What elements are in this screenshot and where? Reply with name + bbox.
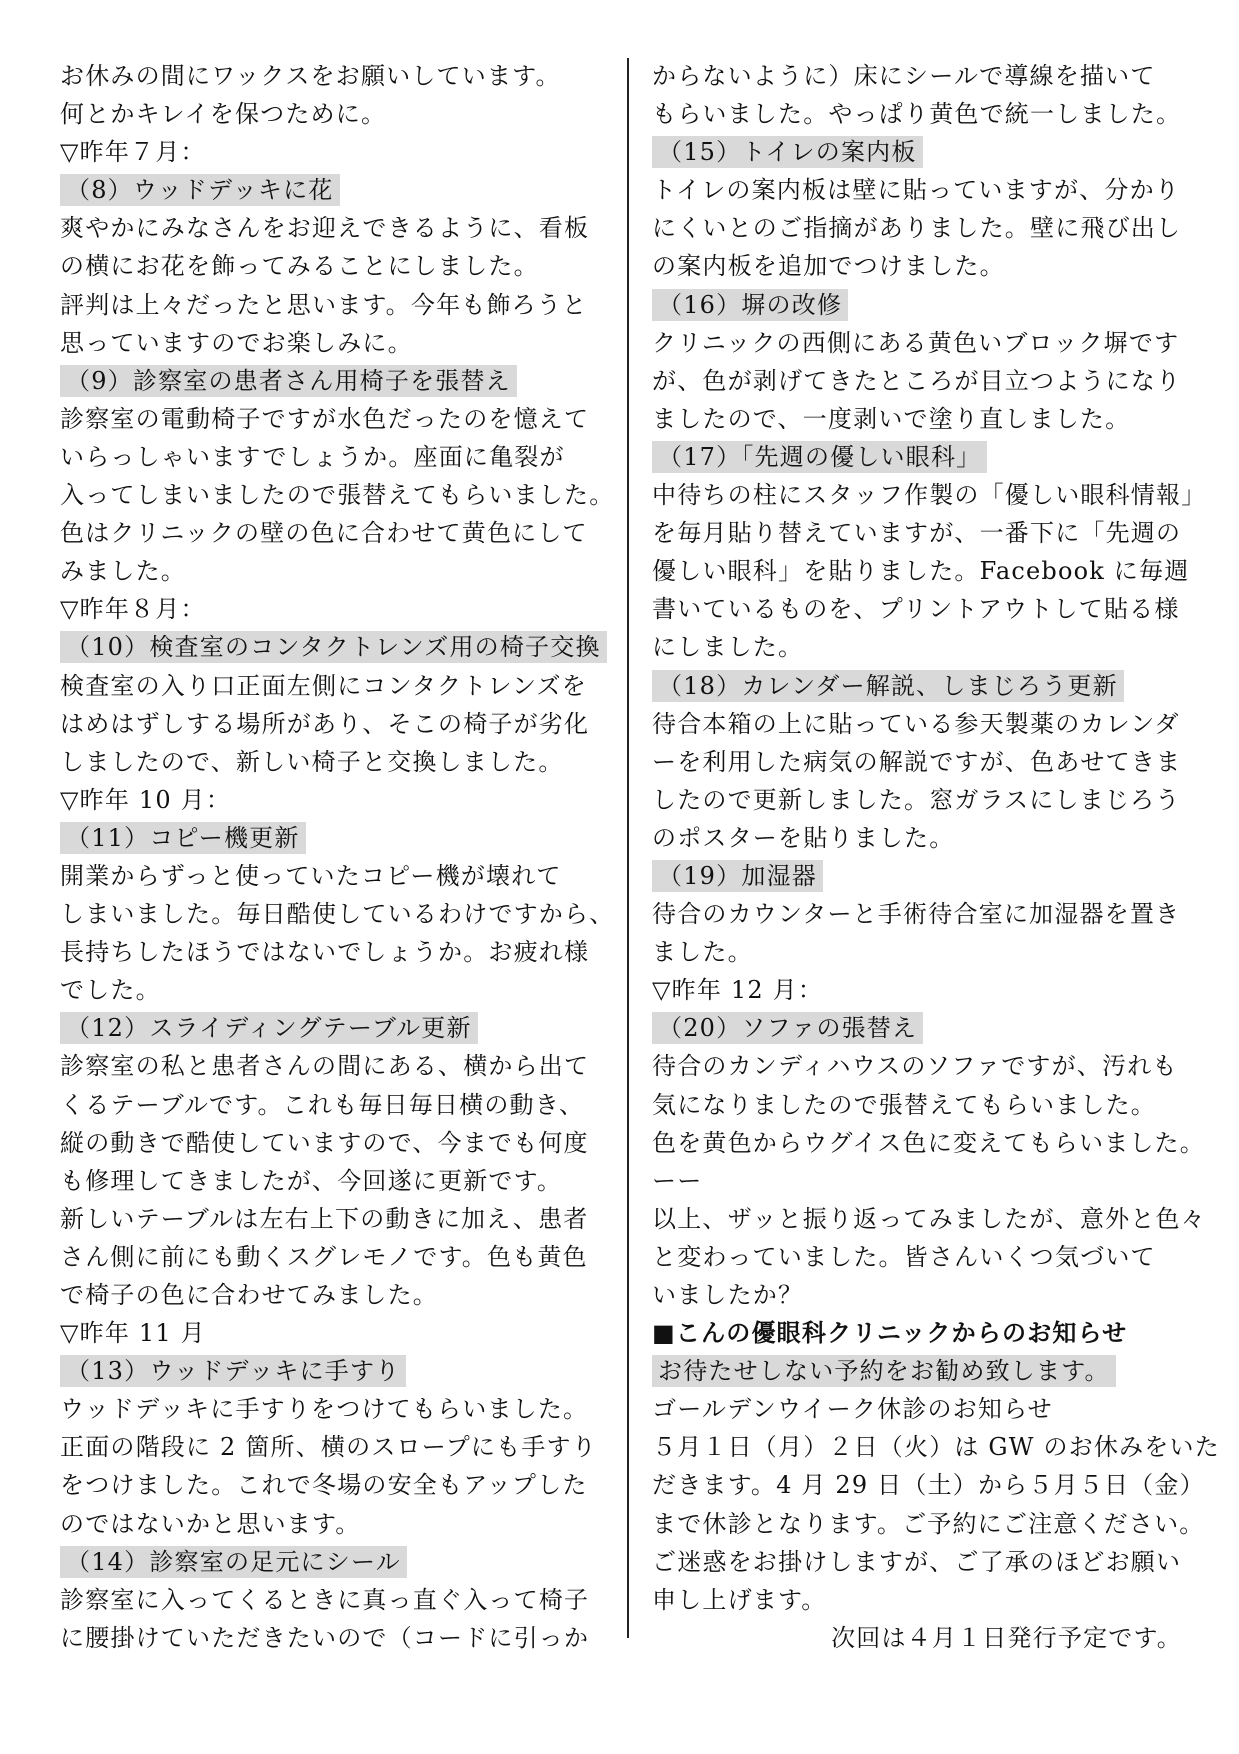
text-line	[60, 438, 608, 476]
line-text: をつけました。これで冬場の安全もアップした	[60, 1471, 588, 1500]
line-text: いましたか？	[652, 1281, 804, 1309]
text-line	[652, 324, 1212, 362]
line-text: ■こんの優眼科クリニックからのお知らせ	[652, 1318, 1128, 1348]
text-line	[652, 1428, 1220, 1466]
line-text: 待合のカンディハウスのソファですが、汚れも	[652, 1052, 1178, 1081]
line-text: 診察室の電動椅子ですが水色だったのを憶えて	[60, 404, 590, 433]
text-line	[60, 247, 608, 285]
line-text: しまいました。毎日酷使しているわけですから、	[60, 900, 615, 929]
line-text: 中待ちの柱にスタッフ作製の「優しい眼科情報」	[652, 481, 1207, 510]
line-text: ▽昨年８月：	[60, 595, 206, 624]
text-line	[60, 1124, 608, 1162]
text-line	[60, 1162, 608, 1200]
line-text: 爽やかにみなさんをお迎えできるように、看板	[60, 214, 590, 243]
line-text: 以上、ザッと振り返ってみましたが、意外と色々	[652, 1204, 1206, 1233]
section-heading	[652, 438, 1212, 476]
text-line	[60, 1314, 608, 1352]
text-line	[60, 57, 608, 95]
text-line	[652, 95, 1212, 133]
line-text: 気になりましたので張替えてもらいました。	[652, 1090, 1156, 1119]
text-line	[652, 1390, 1212, 1428]
section-heading	[60, 1009, 608, 1047]
text-line	[60, 705, 608, 743]
text-line	[60, 1238, 608, 1276]
line-text: にくいとのご指摘がありました。壁に飛び出し	[652, 214, 1182, 243]
line-text: で椅子の色に合わせてみました。	[60, 1281, 438, 1309]
text-line	[60, 971, 608, 1009]
line-text: （14）診察室の足元にシール	[60, 1546, 407, 1578]
line-text: クリニックの西側にある黄色いブロック塀です	[652, 328, 1180, 357]
line-text: 書いているものを、プリントアウトして貼る様	[652, 595, 1180, 624]
text-line	[652, 1124, 1212, 1162]
text-line	[652, 743, 1212, 781]
text-line	[652, 552, 1212, 590]
line-text: 正面の階段に 2 箇所、横のスロープにも手すり	[60, 1433, 597, 1462]
section-heading	[60, 171, 608, 209]
line-text: （13）ウッドデッキに手すり	[60, 1355, 406, 1387]
line-text: ゴールデンウイーク休診のお知らせ	[652, 1395, 1053, 1424]
text-line	[60, 514, 608, 552]
line-text: みました。	[60, 557, 186, 586]
text-line	[652, 514, 1212, 552]
text-line	[652, 57, 1212, 95]
line-text: 開業からずっと使っていたコピー機が壊れて	[60, 861, 562, 890]
section-heading	[60, 628, 608, 666]
left-column	[60, 57, 615, 1657]
text-line	[60, 95, 608, 133]
line-text: したので更新しました。窓ガラスにしまじろう	[652, 785, 1181, 814]
text-line	[652, 400, 1212, 438]
line-text: 検査室の入り口正面左側にコンタクトレンズを	[60, 671, 587, 700]
line-text: だきます。4 月 29 日（土）から５月５日（金）	[652, 1471, 1205, 1500]
line-text: （12）スライディングテーブル更新	[60, 1012, 478, 1044]
section-heading	[60, 1352, 608, 1390]
line-text: 色はクリニックの壁の色に合わせて黄色にして	[60, 519, 588, 548]
text-line	[652, 933, 1212, 971]
line-text: 待合のカウンターと手術待合室に加湿器を置き	[652, 900, 1181, 929]
text-line	[652, 590, 1212, 628]
text-line	[652, 1276, 1212, 1314]
line-text: 優しい眼科」を貼りました。Facebook に毎週	[652, 557, 1190, 586]
line-text: さん側に前にも動くスグレモノです。色も黄色	[60, 1242, 588, 1271]
line-text: ウッドデッキに手すりをつけてもらいました。	[60, 1395, 589, 1424]
text-line	[60, 1200, 608, 1238]
text-line	[652, 895, 1212, 933]
line-text: ました。	[652, 938, 753, 967]
line-text: ▽昨年 11 月	[60, 1319, 206, 1348]
section-heading	[60, 362, 608, 400]
section-heading	[60, 819, 608, 857]
column-divider	[627, 58, 629, 1638]
text-line	[60, 857, 608, 895]
line-text: 何とかキレイを保つために。	[60, 100, 387, 129]
text-line	[60, 1047, 608, 1085]
text-line	[60, 743, 608, 781]
text-line	[652, 971, 1212, 1009]
line-text: しましたので、新しい椅子と交換しました。	[60, 747, 564, 776]
text-line	[60, 1390, 608, 1428]
line-text: にしました。	[652, 633, 804, 662]
line-text: と変わっていました。皆さんいくつ気づいて	[652, 1242, 1156, 1271]
line-text: （8）ウッドデッキに花	[60, 174, 340, 206]
section-heading	[652, 857, 1212, 895]
text-line	[652, 819, 1212, 857]
line-text: まで休診となります。ご予約にご注意ください。	[652, 1509, 1205, 1538]
line-text: のではないかと思います。	[60, 1509, 361, 1538]
text-line	[652, 628, 1212, 666]
line-text: 縦の動きで酷使していますので、今までも何度	[60, 1128, 589, 1157]
text-line	[60, 1428, 608, 1466]
line-text: 長持ちしたほうではないでしょうか。お疲れ様	[60, 938, 590, 967]
line-text: お待たせしない予約をお勧め致します。	[652, 1355, 1116, 1387]
text-line	[652, 1238, 1212, 1276]
line-text: （18）カレンダー解説、しまじろう更新	[652, 670, 1124, 702]
line-text: もらいました。やっぱり黄色で統一しました。	[652, 100, 1182, 129]
text-line	[652, 209, 1212, 247]
line-text: （16）塀の改修	[652, 289, 848, 321]
text-line	[60, 400, 608, 438]
line-text: ーー	[652, 1166, 703, 1195]
line-text: が、色が剥げてきたところが目立つようになり	[652, 366, 1182, 395]
text-line	[60, 552, 608, 590]
text-line	[60, 781, 608, 819]
line-text: （9）診察室の患者さん用椅子を張替え	[60, 365, 517, 397]
line-text: ▽昨年 10 月：	[60, 785, 232, 814]
line-text: 思っていますのでお楽しみに。	[60, 328, 413, 357]
line-text: の案内板を追加でつけました。	[652, 252, 1005, 281]
line-text: お休みの間にワックスをお願いしています。	[60, 62, 561, 90]
text-line	[652, 1047, 1212, 1085]
line-text: （10）検査室のコンタクトレンズ用の椅子交換	[60, 631, 607, 663]
line-text: 診察室に入ってくるときに真っ直ぐ入って椅子	[60, 1585, 590, 1614]
right-column	[652, 57, 1220, 1657]
section-heading	[652, 667, 1212, 705]
line-text: のポスターを貼りました。	[652, 823, 955, 852]
line-text: （19）加湿器	[652, 860, 823, 892]
text-line	[652, 1086, 1212, 1124]
line-text: 次回は４月１日発行予定です。	[831, 1623, 1182, 1652]
line-text: ５月１日（月）２日（火）は GW のお休みをいた	[652, 1433, 1220, 1462]
line-text: （15）トイレの案内板	[652, 136, 923, 168]
text-line	[60, 667, 608, 705]
text-line	[60, 324, 608, 362]
text-line	[60, 590, 608, 628]
line-text: ▽昨年 12 月：	[652, 976, 824, 1005]
line-text: ▽昨年７月：	[60, 138, 206, 167]
text-line	[652, 705, 1212, 743]
line-text: 色を黄色からウグイス色に変えてもらいました。	[652, 1128, 1205, 1157]
text-line	[60, 1086, 608, 1124]
sign-off-line	[652, 1619, 1212, 1657]
notice-title	[652, 1314, 1212, 1352]
text-line	[652, 781, 1212, 819]
text-line	[652, 1200, 1212, 1238]
text-line	[60, 933, 608, 971]
line-text: ましたので、一度剥いで塗り直しました。	[652, 404, 1131, 433]
line-text: ーを利用した病気の解説ですが、色あせてきま	[652, 747, 1182, 776]
line-text: いらっしゃいますでしょうか。座面に亀裂が	[60, 442, 565, 471]
text-line	[60, 1505, 608, 1543]
text-line	[60, 1619, 608, 1657]
line-text: （20）ソファの張替え	[652, 1012, 923, 1044]
text-line	[60, 133, 608, 171]
line-text: からないように）床にシールで導線を描いて	[652, 62, 1156, 90]
line-text: トイレの案内板は壁に貼っていますが、分かり	[652, 176, 1180, 205]
text-line	[60, 286, 608, 324]
text-line	[652, 476, 1212, 514]
text-line	[60, 1581, 608, 1619]
text-line	[652, 362, 1212, 400]
line-text: （17）「先週の優しい眼科」	[652, 441, 987, 473]
line-text: を毎月貼り替えていますが、一番下に「先週の	[652, 519, 1182, 548]
line-text: 申し上げます。	[652, 1585, 827, 1614]
line-text: 新しいテーブルは左右上下の動きに加え、患者	[60, 1204, 589, 1233]
section-heading	[652, 286, 1212, 324]
line-text: 待合本箱の上に貼っている参天製薬のカレンダ	[652, 709, 1180, 738]
text-line	[652, 1505, 1212, 1543]
text-line	[60, 209, 608, 247]
text-line	[60, 476, 615, 514]
line-text: （11）コピー機更新	[60, 822, 306, 854]
line-text: 入ってしまいましたので張替えてもらいました。	[60, 481, 615, 510]
text-line	[652, 171, 1212, 209]
text-line	[652, 1581, 1212, 1619]
text-line	[652, 247, 1212, 285]
text-line	[60, 1276, 608, 1314]
text-line	[652, 1466, 1212, 1504]
text-line	[60, 1466, 608, 1504]
section-heading	[652, 1009, 1212, 1047]
section-heading	[60, 1543, 608, 1581]
text-line	[652, 1543, 1212, 1581]
line-text: でした。	[60, 976, 161, 1005]
line-text: くるテーブルです。これも毎日毎日横の動き、	[60, 1090, 585, 1119]
line-text: ご迷惑をお掛けしますが、ご了承のほどお願い	[652, 1547, 1182, 1576]
line-text: 評判は上々だったと思います。今年も飾ろうと	[60, 290, 588, 319]
line-text: の横にお花を飾ってみることにしました。	[60, 252, 539, 281]
line-text: に腰掛けていただきたいので（コードに引っか	[60, 1623, 590, 1652]
line-text: はめはずしする場所があり、そこの椅子が劣化	[60, 709, 590, 738]
line-text: 診察室の私と患者さんの間にある、横から出て	[60, 1052, 590, 1081]
section-heading	[652, 133, 1212, 171]
line-text: も修理してきましたが、今回遂に更新です。	[60, 1166, 563, 1195]
text-line	[60, 895, 615, 933]
section-heading	[652, 1352, 1212, 1390]
text-line	[652, 1162, 1212, 1200]
